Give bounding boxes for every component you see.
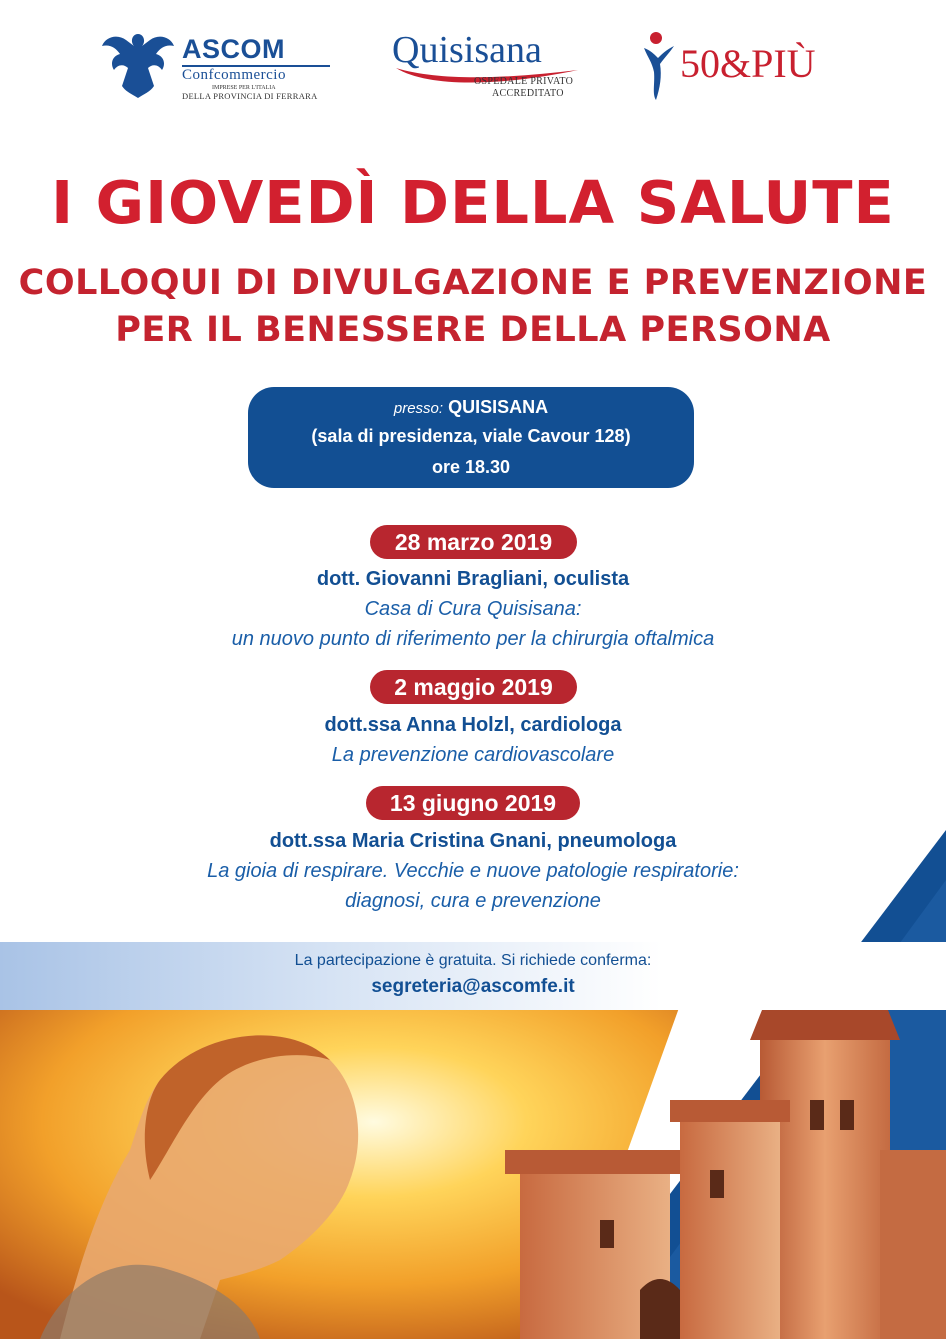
event-date-pill: 2 maggio 2019 xyxy=(370,670,577,704)
page-title: I GIOVEDÌ DELLA SALUTE xyxy=(51,168,895,237)
venue-name: QUISISANA xyxy=(448,397,549,417)
event-talk-title: diagnosi, cura e prevenzione xyxy=(345,890,601,912)
venue-box xyxy=(248,387,694,488)
event-date-pill: 28 marzo 2019 xyxy=(370,525,577,559)
event-date-pill: 13 giugno 2019 xyxy=(366,786,580,820)
quisisana-line2: ACCREDITATO xyxy=(492,88,564,99)
ascom-logo xyxy=(100,28,340,102)
venue-line xyxy=(248,397,694,418)
registration-band xyxy=(0,942,946,1010)
ascom-tagline: IMPRESE PER L'ITALIA xyxy=(212,85,276,91)
fifty-e-piu-logo xyxy=(640,28,870,102)
quisisana-name: Quisisana xyxy=(392,29,542,71)
registration-email[interactable]: segreteria@ascomfe.it xyxy=(371,976,575,997)
event-speaker: dott.ssa Maria Cristina Gnani, pneumologa xyxy=(269,830,677,852)
fifty-e-piu-name: 50&PIÙ xyxy=(680,41,816,86)
event-talk-title: La gioia di respirare. Vecchie e nuove patologie respiratorie: xyxy=(207,860,739,882)
quisisana-line1: OSPEDALE PRIVATO xyxy=(474,76,574,87)
ascom-province: DELLA PROVINCIA DI FERRARA xyxy=(182,91,318,101)
event-talk-title: La prevenzione cardiovascolare xyxy=(331,744,615,766)
venue-time: ore 18.30 xyxy=(431,457,511,477)
subtitle-line-1: COLLOQUI DI DIVULGAZIONE E PREVENZIONE xyxy=(18,263,928,303)
quisisana-logo xyxy=(392,28,592,102)
figure-icon xyxy=(640,28,676,102)
registration-note: La partecipazione è gratuita. Si richiede conferma: xyxy=(294,952,652,969)
eagle-icon xyxy=(100,28,176,102)
event-talk-title: un nuovo punto di riferimento per la chirurgia oftalmica xyxy=(231,628,715,650)
ascom-confcommercio: Confcommercio xyxy=(182,67,286,83)
event-speaker: dott. Giovanni Bragliani, oculista xyxy=(316,568,630,590)
ascom-name: ASCOM xyxy=(182,34,285,64)
subtitle-line-2: PER IL BENESSERE DELLA PERSONA xyxy=(115,310,831,350)
event-talk-title: Casa di Cura Quisisana: xyxy=(364,598,582,620)
event-speaker: dott.ssa Anna Holzl, cardiologa xyxy=(324,714,622,736)
venue-address: (sala di presidenza, viale Cavour 128) xyxy=(311,426,631,446)
venue-label: presso: xyxy=(393,400,444,417)
